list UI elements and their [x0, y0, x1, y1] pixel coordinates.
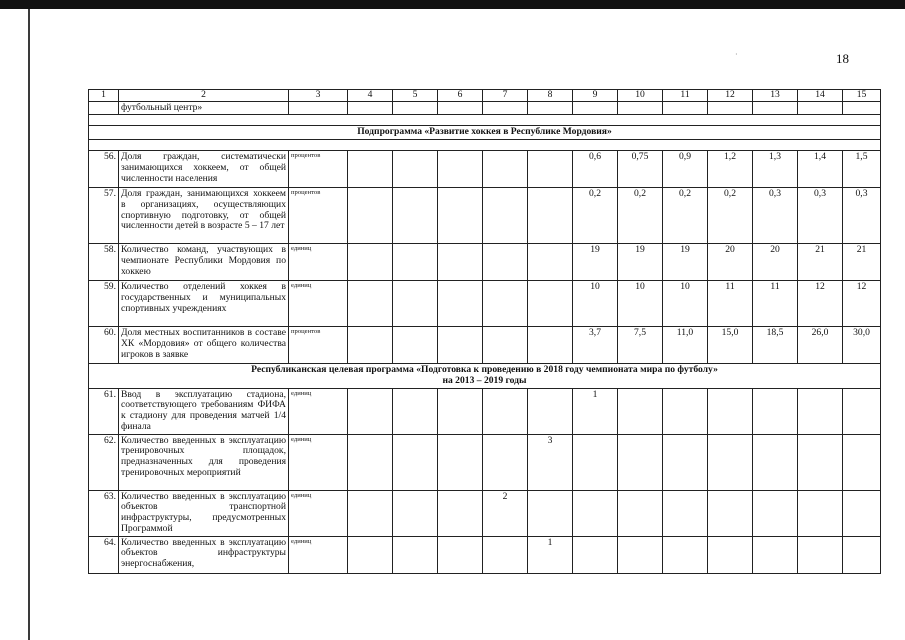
unit-of-measure: единиц: [289, 244, 348, 281]
indicator-value: 0,2: [663, 188, 708, 244]
indicator-value: 11: [753, 281, 798, 327]
indicator-value: [798, 490, 843, 536]
indicator-value: 1,5: [843, 151, 881, 188]
row-number: 63.: [89, 490, 119, 536]
indicator-value: [483, 388, 528, 434]
section-title-line: Республиканская целевая программа «Подготовка к проведению в 2018 году чемпионата мира по футболу»: [251, 364, 718, 376]
column-number-cell: 1: [89, 90, 119, 102]
indicator-value: [438, 327, 483, 364]
row-number: 60.: [89, 327, 119, 364]
indicator-value: [348, 490, 393, 536]
section-title: [89, 364, 881, 388]
indicator-value: [393, 188, 438, 244]
indicator-value: [348, 244, 393, 281]
indicator-value: [528, 188, 573, 244]
indicator-value: [348, 151, 393, 188]
indicator-value: 26,0: [798, 327, 843, 364]
column-number-cell: 12: [708, 90, 753, 102]
indicator-value: 11: [708, 281, 753, 327]
indicator-row: [89, 188, 881, 244]
indicator-value: [483, 536, 528, 573]
indicator-row: [89, 536, 881, 573]
indicator-value: [348, 327, 393, 364]
indicator-value: [618, 490, 663, 536]
indicator-value: [483, 281, 528, 327]
indicator-value: 11,0: [663, 327, 708, 364]
indicator-value: [708, 434, 753, 490]
column-number-cell: 5: [393, 90, 438, 102]
indicator-value: [438, 490, 483, 536]
column-number-cell: 2: [119, 90, 289, 102]
indicator-row: [89, 434, 881, 490]
indicator-value: [753, 536, 798, 573]
indicator-value: 0,2: [708, 188, 753, 244]
column-number-cell: 15: [843, 90, 881, 102]
unit-of-measure: единиц: [289, 434, 348, 490]
column-number-cell: 13: [753, 90, 798, 102]
section-title-line: на 2013 – 2019 годы: [442, 374, 527, 386]
indicator-value: [438, 434, 483, 490]
indicator-value: 0,2: [618, 188, 663, 244]
indicator-value: [573, 536, 618, 573]
indicator-value: 0,9: [663, 151, 708, 188]
indicator-value: [663, 388, 708, 434]
indicator-value: 7,5: [618, 327, 663, 364]
unit-of-measure: процентов: [289, 327, 348, 364]
indicator-value: 12: [843, 281, 881, 327]
row-number: 58.: [89, 244, 119, 281]
column-number-cell: 11: [663, 90, 708, 102]
indicator-value: [663, 434, 708, 490]
indicator-value: [348, 388, 393, 434]
indicator-value: 10: [663, 281, 708, 327]
row-number: 64.: [89, 536, 119, 573]
indicator-value: 19: [618, 244, 663, 281]
blank-cell: [89, 115, 881, 126]
indicator-value: [438, 536, 483, 573]
indicator-value: 3,7: [573, 327, 618, 364]
scan-top-border: [0, 0, 905, 9]
indicators-table: [88, 89, 881, 574]
indicator-value: [573, 490, 618, 536]
scan-left-edge: [28, 9, 30, 640]
section-title-line: Подпрограмма «Развитие хоккея в Республике Мордовия»: [357, 126, 612, 138]
page-number: 18: [836, 51, 849, 66]
column-number-cell: 7: [483, 90, 528, 102]
unit-of-measure: процентов: [289, 188, 348, 244]
value-cell: [289, 101, 348, 115]
value-cell: [753, 101, 798, 115]
indicator-description: Доля граждан, систематически занимающихся хоккеем, от общей численности населения: [119, 151, 289, 188]
unit-of-measure: единиц: [289, 388, 348, 434]
indicator-value: [843, 388, 881, 434]
value-cell: [483, 101, 528, 115]
indicator-value: 1: [528, 536, 573, 573]
indicator-value: [393, 327, 438, 364]
indicator-value: 21: [798, 244, 843, 281]
indicator-value: 1,3: [753, 151, 798, 188]
value-cell: [438, 101, 483, 115]
indicator-value: [663, 490, 708, 536]
value-cell: [843, 101, 881, 115]
indicator-value: [483, 244, 528, 281]
indicator-value: 3: [528, 434, 573, 490]
value-cell: [798, 101, 843, 115]
indicator-value: 1,2: [708, 151, 753, 188]
indicator-value: 0,6: [573, 151, 618, 188]
row-number-cell: [89, 101, 119, 115]
indicator-value: [483, 188, 528, 244]
indicator-value: [798, 536, 843, 573]
indicator-description: Количество введенных в эксплуатацию тренировочных площадок, предназначенных для проведения тренировочных мероприятий: [119, 434, 289, 490]
indicator-value: [573, 434, 618, 490]
unit-of-measure: единиц: [289, 536, 348, 573]
indicator-value: [708, 388, 753, 434]
indicator-description: Количество введенных в эксплуатацию объектов инфраструктуры энергоснабжения,: [119, 536, 289, 573]
value-cell: [528, 101, 573, 115]
carry-over-row: [89, 101, 881, 115]
blank-row: [89, 115, 881, 126]
column-number-cell: 6: [438, 90, 483, 102]
indicator-value: 0,75: [618, 151, 663, 188]
indicator-value: 0,3: [753, 188, 798, 244]
indicator-description: Количество команд, участвующих в чемпионате Республики Мордовия по хоккею: [119, 244, 289, 281]
row-number: 56.: [89, 151, 119, 188]
indicator-row: [89, 281, 881, 327]
indicator-value: [843, 536, 881, 573]
column-number-cell: 8: [528, 90, 573, 102]
indicator-value: [393, 490, 438, 536]
section-header-football: [89, 364, 881, 388]
indicator-value: [348, 434, 393, 490]
indicator-row: [89, 327, 881, 364]
indicator-value: 19: [663, 244, 708, 281]
indicator-value: [393, 388, 438, 434]
column-number-cell: 14: [798, 90, 843, 102]
indicator-value: [843, 434, 881, 490]
indicator-value: 20: [708, 244, 753, 281]
indicator-value: [438, 388, 483, 434]
blank-cell: [89, 140, 881, 151]
indicator-value: [798, 434, 843, 490]
indicator-value: 12: [798, 281, 843, 327]
indicator-value: [843, 490, 881, 536]
indicator-value: [393, 151, 438, 188]
indicator-value: [618, 536, 663, 573]
indicator-value: [483, 327, 528, 364]
indicator-value: [393, 281, 438, 327]
indicator-value: 0,3: [798, 188, 843, 244]
indicator-description: Ввод в эксплуатацию стадиона, соответствующего требованиям ФИФА к стадиону для проведения матчей 1/4 финала: [119, 388, 289, 434]
indicator-value: [348, 188, 393, 244]
indicator-value: 10: [618, 281, 663, 327]
value-cell: [618, 101, 663, 115]
indicator-value: [438, 244, 483, 281]
indicator-value: [438, 151, 483, 188]
indicator-value: [483, 434, 528, 490]
indicator-value: 10: [573, 281, 618, 327]
indicator-description: Количество введенных в эксплуатацию объектов транспортной инфраструктуры, предусмотренных Программой: [119, 490, 289, 536]
unit-of-measure: единиц: [289, 281, 348, 327]
row-number: 57.: [89, 188, 119, 244]
value-cell: [348, 101, 393, 115]
indicator-value: [528, 244, 573, 281]
indicator-value: 19: [573, 244, 618, 281]
column-number-row: [89, 90, 881, 102]
indicator-row: [89, 244, 881, 281]
indicator-value: 1: [573, 388, 618, 434]
indicator-value: [393, 536, 438, 573]
indicator-row: [89, 151, 881, 188]
indicator-description: Доля граждан, занимающихся хоккеем в организациях, осуществляющих спортивную подготовку, от общей численности детей в возрасте 5 – 17 лет: [119, 188, 289, 244]
column-number-cell: 10: [618, 90, 663, 102]
indicator-value: [393, 244, 438, 281]
indicator-value: [753, 388, 798, 434]
indicator-value: [528, 388, 573, 434]
indicator-value: [753, 434, 798, 490]
unit-of-measure: единиц: [289, 490, 348, 536]
indicator-value: 0,3: [843, 188, 881, 244]
indicator-description: Доля местных воспитанников в составе ХК «Мордовия» от общего количества игроков в заявке: [119, 327, 289, 364]
indicator-value: 20: [753, 244, 798, 281]
indicator-value: 18,5: [753, 327, 798, 364]
indicator-description: Количество отделений хоккея в государственных и муниципальных спортивных учреждениях: [119, 281, 289, 327]
indicator-value: [528, 490, 573, 536]
row-number: 61.: [89, 388, 119, 434]
section-header-hockey: [89, 126, 881, 140]
value-cell: [663, 101, 708, 115]
indicator-value: [708, 536, 753, 573]
indicator-value: 2: [483, 490, 528, 536]
indicator-value: [438, 188, 483, 244]
indicator-value: [528, 327, 573, 364]
indicator-value: [348, 536, 393, 573]
column-number-cell: 4: [348, 90, 393, 102]
indicator-value: 0,2: [573, 188, 618, 244]
indicator-value: [618, 388, 663, 434]
indicator-value: 30,0: [843, 327, 881, 364]
indicator-value: [348, 281, 393, 327]
indicator-value: [393, 434, 438, 490]
unit-of-measure: процентов: [289, 151, 348, 188]
value-cell: [393, 101, 438, 115]
indicator-row: [89, 490, 881, 536]
section-title: [89, 126, 881, 140]
scan-speck: ·: [735, 50, 738, 59]
indicator-value: [708, 490, 753, 536]
indicator-value: [438, 281, 483, 327]
indicator-value: [618, 434, 663, 490]
indicator-row: [89, 388, 881, 434]
column-number-cell: 9: [573, 90, 618, 102]
value-cell: [573, 101, 618, 115]
indicator-value: 15,0: [708, 327, 753, 364]
value-cell: [708, 101, 753, 115]
column-number-cell: 3: [289, 90, 348, 102]
row-number: 62.: [89, 434, 119, 490]
indicator-value: 1,4: [798, 151, 843, 188]
row-number: 59.: [89, 281, 119, 327]
indicator-value: [528, 281, 573, 327]
indicator-value: [753, 490, 798, 536]
blank-row: [89, 140, 881, 151]
indicator-value: [663, 536, 708, 573]
indicator-value: 21: [843, 244, 881, 281]
indicator-value: [798, 388, 843, 434]
indicator-value: [483, 151, 528, 188]
indicator-value: [528, 151, 573, 188]
carry-over-text: футбольный центр»: [119, 101, 289, 115]
